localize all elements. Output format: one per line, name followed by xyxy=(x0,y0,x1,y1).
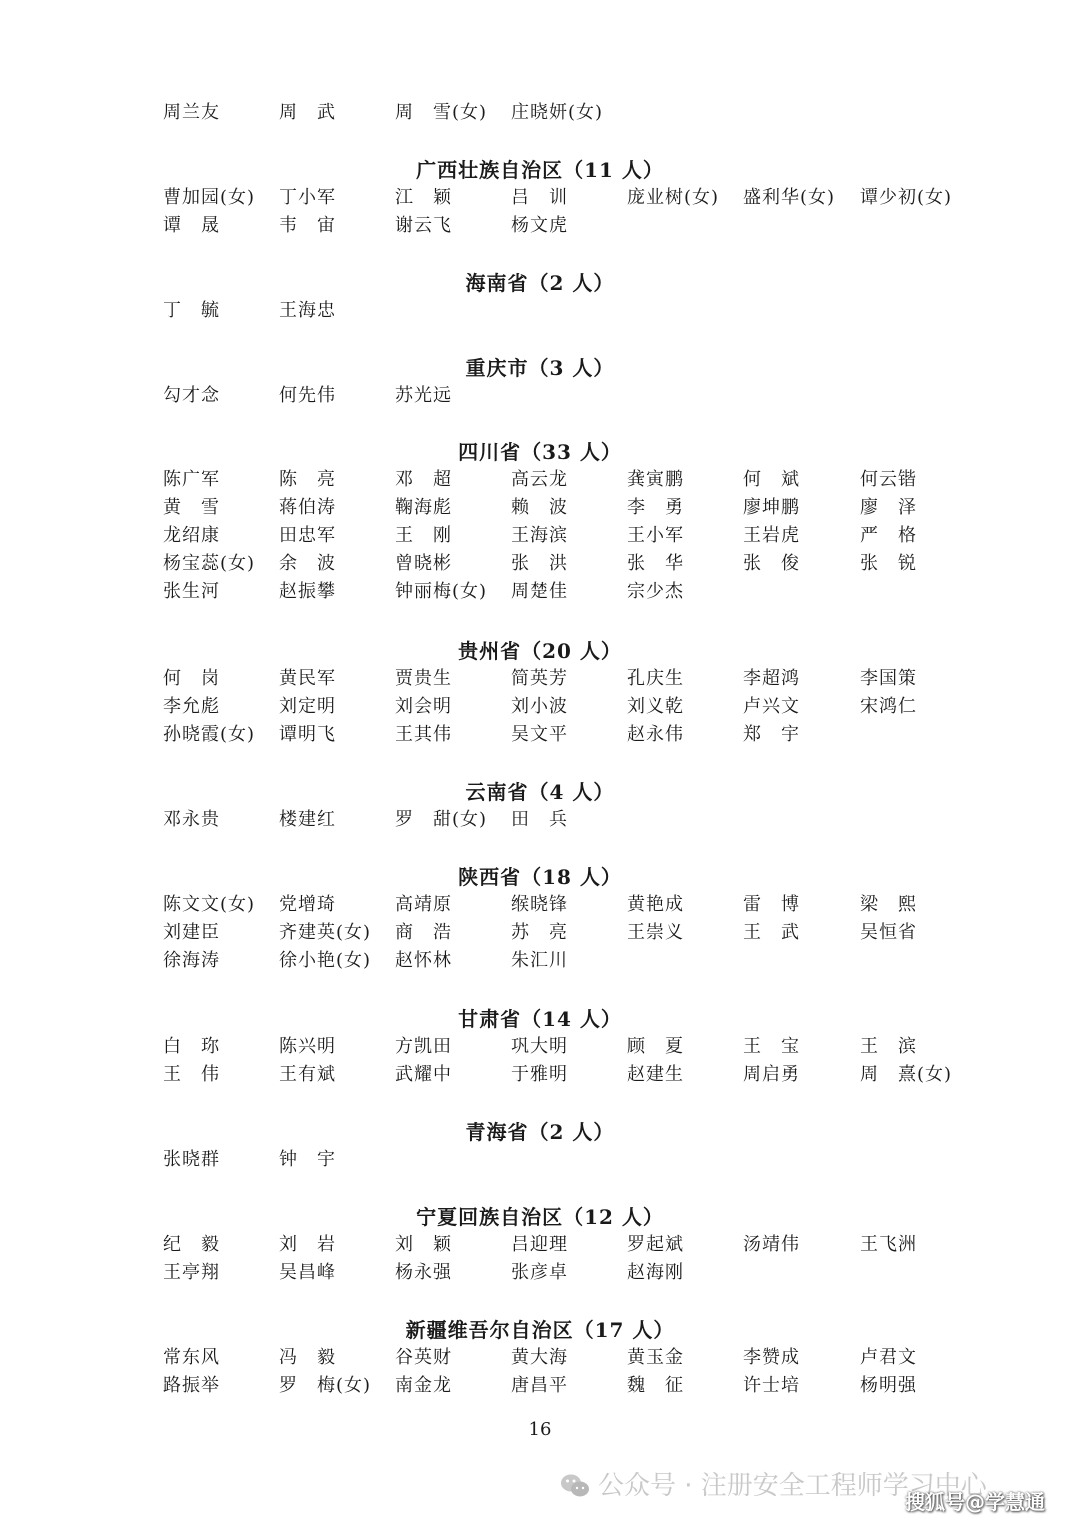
section-heading: 陕西省（18 人） xyxy=(458,865,622,889)
person-name: 盛利华(女) xyxy=(743,187,836,208)
person-name: 汤靖伟 xyxy=(743,1234,800,1255)
person-name: 吕 训 xyxy=(511,187,568,208)
person-name: 宋鸿仁 xyxy=(860,696,917,717)
person-name: 刘 岩 xyxy=(279,1234,336,1255)
person-name: 李国策 xyxy=(860,668,917,689)
person-name: 何先伟 xyxy=(279,385,336,406)
person-name: 武耀中 xyxy=(395,1064,452,1085)
section-heading: 新疆维吾尔自治区（17 人） xyxy=(405,1318,675,1342)
person-name: 杨文虎 xyxy=(511,215,568,236)
person-name: 张 华 xyxy=(627,553,684,574)
person-name: 高靖原 xyxy=(395,894,452,915)
person-name: 刘 颖 xyxy=(395,1234,452,1255)
person-name: 吴文平 xyxy=(511,724,568,745)
person-name: 邓永贵 xyxy=(163,809,220,830)
person-name: 卢兴文 xyxy=(743,696,800,717)
person-name: 刘建臣 xyxy=(163,922,220,943)
person-name: 庞业树(女) xyxy=(627,187,720,208)
section-heading: 青海省（2 人） xyxy=(465,1120,615,1144)
person-name: 罗 梅(女) xyxy=(279,1375,372,1396)
person-name: 李赞成 xyxy=(743,1347,800,1368)
person-name: 杨宝蕊(女) xyxy=(163,553,256,574)
person-name: 顾 夏 xyxy=(627,1036,684,1057)
person-name: 龙绍康 xyxy=(163,525,220,546)
person-name: 赵海刚 xyxy=(627,1262,684,1283)
person-name: 吴恒省 xyxy=(860,922,917,943)
person-name: 张彦卓 xyxy=(511,1262,568,1283)
person-name: 钟 宇 xyxy=(279,1149,336,1170)
person-name: 王崇义 xyxy=(627,922,684,943)
person-name: 周兰友 xyxy=(163,102,220,123)
person-name: 苏光远 xyxy=(395,385,452,406)
person-name: 谭明飞 xyxy=(279,724,336,745)
person-name: 丁 毓 xyxy=(163,300,220,321)
section-heading: 四川省（33 人） xyxy=(458,440,622,464)
person-name: 贾贵生 xyxy=(395,668,452,689)
person-name: 邓 超 xyxy=(395,469,452,490)
person-name: 魏 征 xyxy=(627,1375,684,1396)
person-name: 赖 波 xyxy=(511,497,568,518)
section-heading: 广西壮族自治区（11 人） xyxy=(416,158,664,182)
person-name: 鞠海彪 xyxy=(395,497,452,518)
person-name: 简英芳 xyxy=(511,668,568,689)
person-name: 王海忠 xyxy=(279,300,336,321)
person-name: 方凯田 xyxy=(395,1036,452,1057)
person-name: 周启勇 xyxy=(743,1064,800,1085)
person-name: 梁 熙 xyxy=(860,894,917,915)
person-name: 赵怀林 xyxy=(395,950,452,971)
person-name: 江 颖 xyxy=(395,187,452,208)
person-name: 黄大海 xyxy=(511,1347,568,1368)
person-name: 纪 毅 xyxy=(163,1234,220,1255)
person-name: 李 勇 xyxy=(627,497,684,518)
person-name: 严 格 xyxy=(860,525,917,546)
person-name: 王有斌 xyxy=(279,1064,336,1085)
person-name: 王 滨 xyxy=(860,1036,917,1057)
person-name: 党增琦 xyxy=(279,894,336,915)
person-name: 廖坤鹏 xyxy=(743,497,800,518)
section-heading: 海南省（2 人） xyxy=(465,271,615,295)
name-row xyxy=(0,99,1080,127)
person-name: 谢云飞 xyxy=(395,215,452,236)
person-name: 王 伟 xyxy=(163,1064,220,1085)
name-row xyxy=(0,1033,1080,1061)
person-name: 刘小波 xyxy=(511,696,568,717)
person-name: 徐小艳(女) xyxy=(279,950,372,971)
person-name: 田 兵 xyxy=(511,809,568,830)
person-name: 黄艳成 xyxy=(627,894,684,915)
name-row xyxy=(0,947,1080,975)
person-name: 赵建生 xyxy=(627,1064,684,1085)
name-row xyxy=(0,1231,1080,1259)
person-name: 周 武 xyxy=(279,102,336,123)
person-name: 谭 晟 xyxy=(163,215,220,236)
person-name: 楼建红 xyxy=(279,809,336,830)
name-row xyxy=(0,1146,1080,1174)
person-name: 何 岗 xyxy=(163,668,220,689)
person-name: 刘义乾 xyxy=(627,696,684,717)
name-row xyxy=(0,212,1080,240)
person-name: 谷英财 xyxy=(395,1347,452,1368)
person-name: 罗起斌 xyxy=(627,1234,684,1255)
name-row xyxy=(0,1344,1080,1372)
person-name: 杨永强 xyxy=(395,1262,452,1283)
person-name: 张 锐 xyxy=(860,553,917,574)
name-row xyxy=(0,721,1080,749)
person-name: 勾才念 xyxy=(163,385,220,406)
watermark-text: 公众号 · 注册安全工程师学习中心 xyxy=(598,1471,987,1501)
person-name: 周楚佳 xyxy=(511,581,568,602)
person-name: 赵振攀 xyxy=(279,581,336,602)
person-name: 龚寅鹏 xyxy=(627,469,684,490)
person-name: 周 熹(女) xyxy=(860,1064,953,1085)
person-name: 庄晓妍(女) xyxy=(511,102,604,123)
person-name: 雷 博 xyxy=(743,894,800,915)
person-name: 高云龙 xyxy=(511,469,568,490)
person-name: 黄民军 xyxy=(279,668,336,689)
person-name: 黄 雪 xyxy=(163,497,220,518)
section-heading: 云南省（4 人） xyxy=(465,780,615,804)
person-name: 孔庆生 xyxy=(627,668,684,689)
person-name: 杨明强 xyxy=(860,1375,917,1396)
name-row xyxy=(0,184,1080,212)
person-name: 李允彪 xyxy=(163,696,220,717)
person-name: 陈文文(女) xyxy=(163,894,256,915)
name-row xyxy=(0,550,1080,578)
name-row xyxy=(0,806,1080,834)
person-name: 许士培 xyxy=(743,1375,800,1396)
wechat-icon xyxy=(560,1472,590,1500)
person-name: 缑晓锋 xyxy=(511,894,568,915)
name-row xyxy=(0,891,1080,919)
person-name: 张 俊 xyxy=(743,553,800,574)
person-name: 徐海涛 xyxy=(163,950,220,971)
person-name: 曹加园(女) xyxy=(163,187,256,208)
person-name: 李超鸿 xyxy=(743,668,800,689)
person-name: 赵永伟 xyxy=(627,724,684,745)
person-name: 商 浩 xyxy=(395,922,452,943)
person-name: 王小军 xyxy=(627,525,684,546)
section-heading: 宁夏回族自治区（12 人） xyxy=(416,1205,664,1229)
person-name: 谭少初(女) xyxy=(860,187,953,208)
person-name: 王 宝 xyxy=(743,1036,800,1057)
name-row xyxy=(0,1061,1080,1089)
person-name: 齐建英(女) xyxy=(279,922,372,943)
person-name: 唐昌平 xyxy=(511,1375,568,1396)
name-row xyxy=(0,494,1080,522)
section-heading: 甘肃省（14 人） xyxy=(458,1007,622,1031)
name-row xyxy=(0,919,1080,947)
person-name: 张生河 xyxy=(163,581,220,602)
person-name: 朱汇川 xyxy=(511,950,568,971)
person-name: 王其伟 xyxy=(395,724,452,745)
name-row xyxy=(0,1372,1080,1400)
person-name: 王海滨 xyxy=(511,525,568,546)
name-row xyxy=(0,693,1080,721)
person-name: 王 刚 xyxy=(395,525,452,546)
person-name: 张晓群 xyxy=(163,1149,220,1170)
person-name: 王亭翔 xyxy=(163,1262,220,1283)
person-name: 常东风 xyxy=(163,1347,220,1368)
person-name: 白 珎 xyxy=(163,1036,220,1057)
person-name: 何云锴 xyxy=(860,469,917,490)
person-name: 周 雪(女) xyxy=(395,102,488,123)
person-name: 刘会明 xyxy=(395,696,452,717)
name-row xyxy=(0,578,1080,606)
name-row xyxy=(0,382,1080,410)
person-name: 曾晓彬 xyxy=(395,553,452,574)
person-name: 吴昌峰 xyxy=(279,1262,336,1283)
sohu-watermark: 搜狐号@学慧通 xyxy=(905,1490,1045,1514)
name-row xyxy=(0,297,1080,325)
person-name: 罗 甜(女) xyxy=(395,809,488,830)
person-name: 陈兴明 xyxy=(279,1036,336,1057)
person-name: 于雅明 xyxy=(511,1064,568,1085)
person-name: 韦 宙 xyxy=(279,215,336,236)
person-name: 王岩虎 xyxy=(743,525,800,546)
person-name: 卢君文 xyxy=(860,1347,917,1368)
person-name: 王飞洲 xyxy=(860,1234,917,1255)
person-name: 田忠军 xyxy=(279,525,336,546)
section-heading: 贵州省（20 人） xyxy=(458,639,622,663)
person-name: 蒋伯涛 xyxy=(279,497,336,518)
person-name: 冯 毅 xyxy=(279,1347,336,1368)
name-row xyxy=(0,1259,1080,1287)
name-row xyxy=(0,522,1080,550)
person-name: 孙晓霞(女) xyxy=(163,724,256,745)
person-name: 黄玉金 xyxy=(627,1347,684,1368)
person-name: 陈广军 xyxy=(163,469,220,490)
person-name: 廖 泽 xyxy=(860,497,917,518)
section-heading: 重庆市（3 人） xyxy=(465,356,615,380)
person-name: 陈 亮 xyxy=(279,469,336,490)
person-name: 张 洪 xyxy=(511,553,568,574)
person-name: 苏 亮 xyxy=(511,922,568,943)
page-number: 16 xyxy=(528,1419,552,1440)
person-name: 郑 宇 xyxy=(743,724,800,745)
person-name: 吕迎理 xyxy=(511,1234,568,1255)
person-name: 丁小军 xyxy=(279,187,336,208)
person-name: 何 斌 xyxy=(743,469,800,490)
person-name: 余 波 xyxy=(279,553,336,574)
person-name: 钟丽梅(女) xyxy=(395,581,488,602)
person-name: 路振举 xyxy=(163,1375,220,1396)
person-name: 刘定明 xyxy=(279,696,336,717)
person-name: 宗少杰 xyxy=(627,581,684,602)
person-name: 南金龙 xyxy=(395,1375,452,1396)
person-name: 王 武 xyxy=(743,922,800,943)
name-row xyxy=(0,466,1080,494)
person-name: 巩大明 xyxy=(511,1036,568,1057)
name-row xyxy=(0,665,1080,693)
